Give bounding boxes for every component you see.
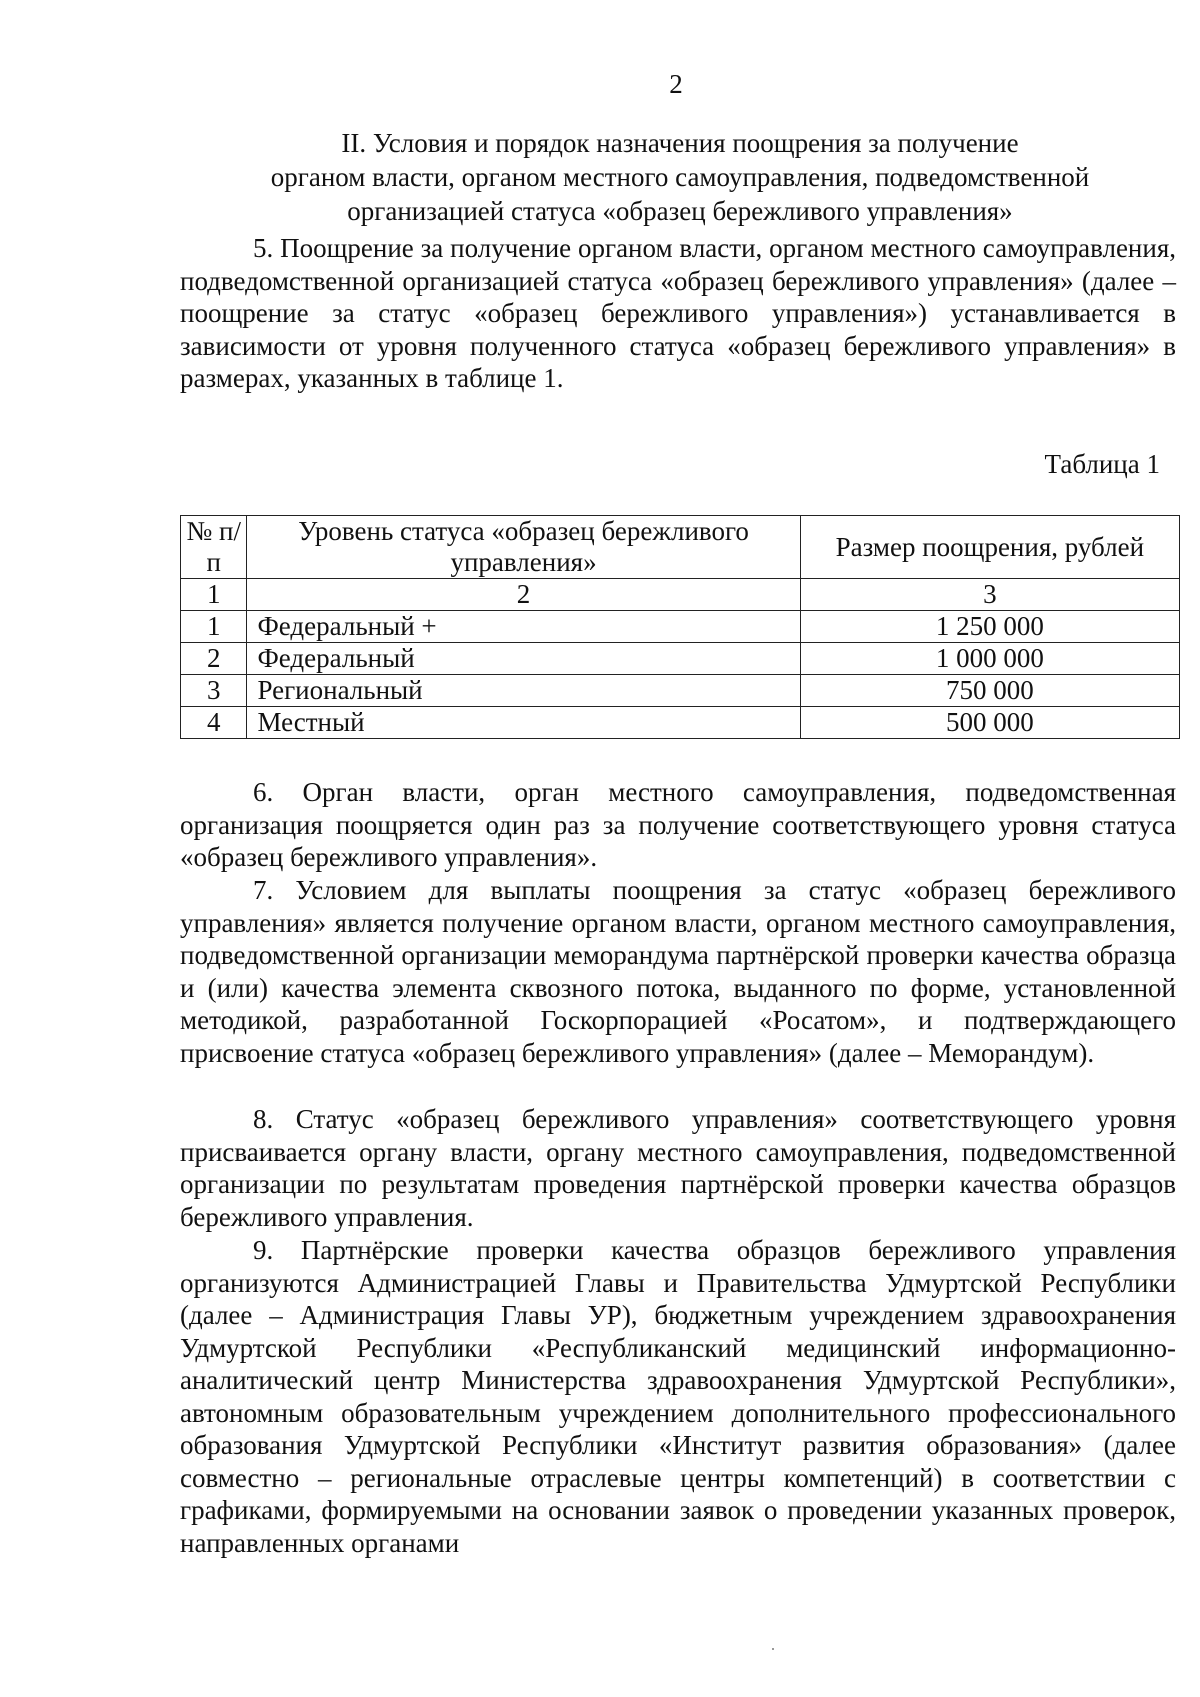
table-row — [181, 611, 1180, 643]
row-num: 4 — [181, 707, 247, 739]
row-level: Федеральный — [247, 643, 800, 675]
header-level: Уровень статуса «образец бережливого управления» — [247, 516, 800, 579]
header-amount: Размер поощрения, рублей — [800, 516, 1179, 579]
row-num: 1 — [181, 611, 247, 643]
index-cell: 2 — [247, 579, 800, 611]
row-level: Федеральный + — [247, 611, 800, 643]
table-row — [181, 643, 1180, 675]
award-table — [180, 515, 1180, 739]
table-header-row — [181, 516, 1180, 579]
table-row — [181, 675, 1180, 707]
paragraph-7: 7. Условием для выплаты поощрения за статус «образец бережливого управления» является получение органом власти, органом местного самоуправления, подведомственной организации меморандума партнёрской проверки качества образца и (или) качества элемента сквозного потока, выданного по форме, установленной методикой, разработанной Госкорпорацией «Росатом», и подтверждающего присвоение статуса «образец бережливого управления» (далее – Меморандум). — [180, 875, 1176, 1068]
section-title-line-1: II. Условия и порядок назначения поощрения за получение — [341, 128, 1019, 158]
header-num: № п/п — [181, 516, 247, 579]
section-title-line-3: организацией статуса «образец бережливого управления» — [347, 196, 1013, 226]
section-title-line-2: органом власти, органом местного самоуправления, подведомственной — [270, 162, 1090, 192]
row-amount: 1 250 000 — [800, 611, 1179, 643]
row-amount: 1 000 000 — [800, 643, 1179, 675]
row-level: Региональный — [247, 675, 800, 707]
index-cell: 3 — [800, 579, 1179, 611]
row-amount: 750 000 — [800, 675, 1179, 707]
paragraph-9: 9. Партнёрские проверки качества образцов бережливого управления организуются Администрацией Главы и Правительства Удмуртской Республики (далее – Администрация Главы УР), бюджетным учреждением здравоохранения Удмуртской Республики «Республиканский медицинский информационно-аналитический центр Министерства здравоохранения Удмуртской Республики», автономным образовательным учреждением дополнительного профессионального образования Удмуртской Республики «Институт развития образования» (далее совместно – региональные отраслевые центры компетенций) в соответствии с графиками, формируемыми на основании заявок о проведении указанных проверок, направленных органами — [180, 1235, 1176, 1558]
paragraph-5: 5. Поощрение за получение органом власти, органом местного самоуправления, подведомственной организацией статуса «образец бережливого управления» (далее – поощрение за статус «образец бережливого управления») устанавливается в зависимости от уровня полученного статуса «образец бережливого управления» в размерах, указанных в таблице 1. — [180, 233, 1176, 393]
table-index-row — [181, 579, 1180, 611]
row-amount: 500 000 — [800, 707, 1179, 739]
row-num: 2 — [181, 643, 247, 675]
table-row — [181, 707, 1180, 739]
paragraph-8: 8. Статус «образец бережливого управления» соответствующего уровня присваивается органу власти, органу местного самоуправления, подведомственной организации по результатам проведения партнёрской проверки качества образцов бережливого управления. — [180, 1104, 1176, 1232]
page-number: 2 — [669, 69, 683, 99]
row-num: 3 — [181, 675, 247, 707]
scan-speck — [772, 1648, 774, 1650]
index-cell: 1 — [181, 579, 247, 611]
row-level: Местный — [247, 707, 800, 739]
section-title — [180, 126, 1180, 228]
table-caption: Таблица 1 — [1044, 449, 1160, 479]
paragraph-6: 6. Орган власти, орган местного самоуправления, подведомственная организация поощряется один раз за получение соответствующего уровня статуса «образец бережливого управления». — [180, 777, 1176, 872]
